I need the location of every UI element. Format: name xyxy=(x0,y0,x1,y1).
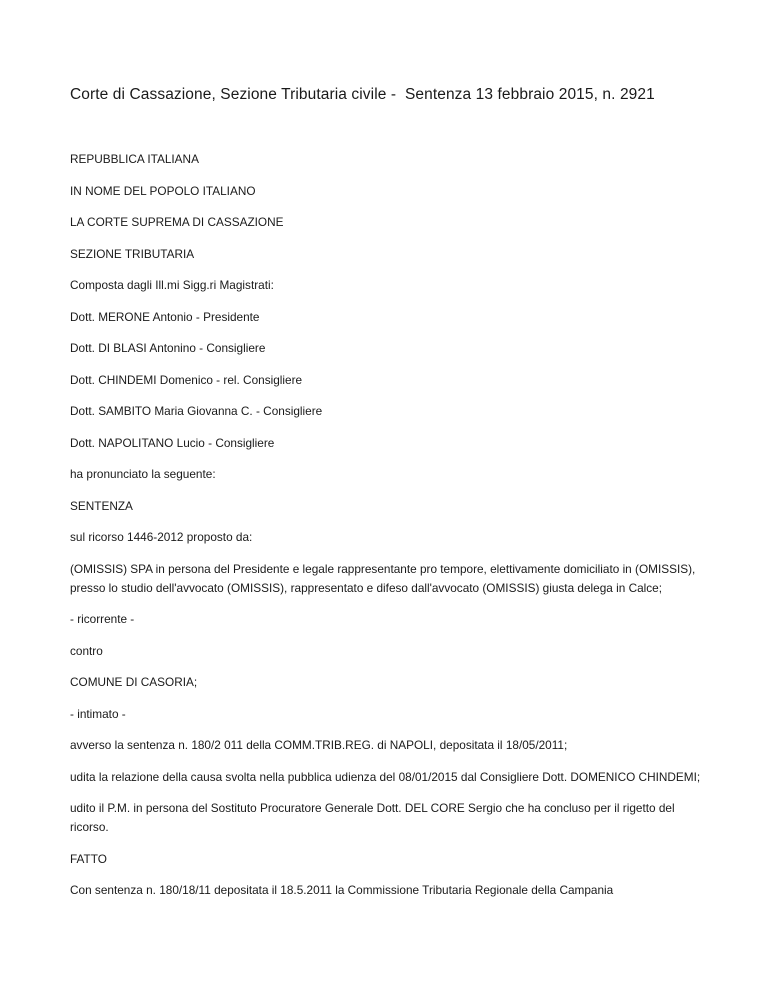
paragraph-intimato-label: - intimato - xyxy=(70,706,126,721)
paragraph-giudice-di-blasi: Dott. DI BLASI Antonino - Consigliere xyxy=(70,341,266,355)
paragraph-ricorrente-label: - ricorrente - xyxy=(70,612,135,626)
paragraph-ricorrente-descrizione: (OMISSIS) SPA in persona del Presidente e legale rappresentante pro tempore, elettivamente domiciliato in (OMISSIS), presso lo studio dell'avvocato (OMISSIS), rappresentato e difeso dall'avvocato (OMISSIS) giusta delega in Calce; xyxy=(70,561,699,595)
paragraph-ha-pronunciato: ha pronunciato la seguente: xyxy=(70,467,216,481)
paragraph-giudice-chindemi: Dott. CHINDEMI Domenico - rel. Consigliere xyxy=(70,372,303,387)
paragraph-giudice-sambito: Dott. SAMBITO Maria Giovanna C. - Consigliere xyxy=(70,404,323,418)
paragraph-giudice-napolitano: Dott. NAPOLITANO Lucio - Consigliere xyxy=(70,435,275,450)
paragraph-in-nome: IN NOME DEL POPOLO ITALIANO xyxy=(70,183,256,198)
paragraph-composta: Composta dagli Ill.mi Sigg.ri Magistrati: xyxy=(70,278,274,292)
paragraph-udito-pm: udito il P.M. in persona del Sostituto Procuratore Generale Dott. DEL CORE Sergio che ha concluso per il rigetto del ricorso. xyxy=(70,801,678,834)
paragraph-udita-relazione: udita la relazione della causa svolta nella pubblica udienza del 08/01/2015 dal Consigliere Dott. DOMENICO CHINDEMI; xyxy=(70,769,701,784)
paragraph-fatto-heading: FATTO xyxy=(70,851,107,866)
paragraph-sul-ricorso: sul ricorso 1446-2012 proposto da: xyxy=(70,530,253,544)
paragraph-repubblica: REPUBBLICA ITALIANA xyxy=(70,152,199,166)
paragraph-contro: contro xyxy=(70,643,103,658)
paragraph-avverso-sentenza: avverso la sentenza n. 180/2 011 della COMM.TRIB.REG. di NAPOLI, depositata il 18/05/2011; xyxy=(70,738,568,752)
paragraph-comune-casoria: COMUNE DI CASORIA; xyxy=(70,675,198,689)
paragraph-giudice-merone: Dott. MERONE Antonio - Presidente xyxy=(70,309,260,324)
paragraph-sentenza-heading: SENTENZA xyxy=(70,498,133,513)
paragraph-corte-suprema: LA CORTE SUPREMA DI CASSAZIONE xyxy=(70,215,284,229)
paragraph-sezione: SEZIONE TRIBUTARIA xyxy=(70,246,195,261)
paragraph-con-sentenza: Con sentenza n. 180/18/11 depositata il 18.5.2011 la Commissione Tributaria Regionale della Campania xyxy=(70,883,614,897)
document-title: Corte di Cassazione, Sezione Tributaria civile - Sentenza 13 febbraio 2015, n. 2921 xyxy=(70,86,655,103)
